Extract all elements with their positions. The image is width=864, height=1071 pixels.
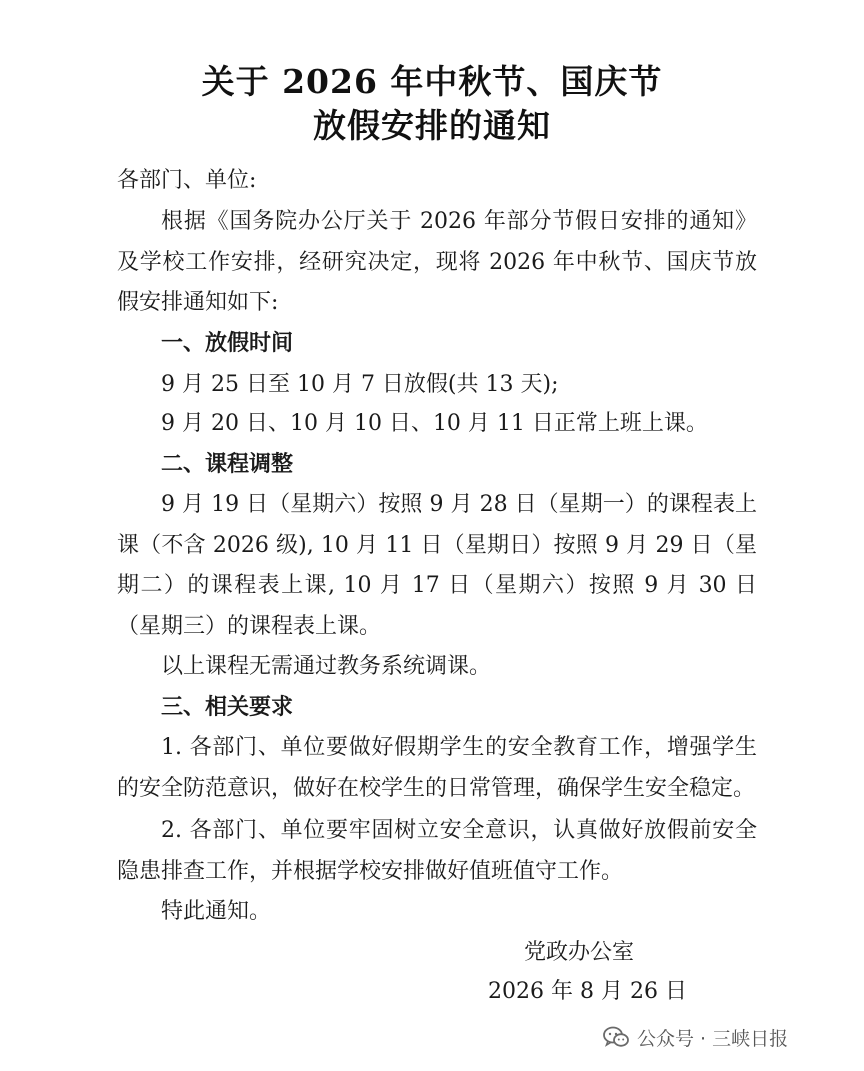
holiday-period-line: 9 月 25 日至 10 月 7 日放假(共 13 天); [161,372,559,397]
title-line-1: 关于 2026 年中秋节、国庆节 [201,62,663,101]
closing-line: 特此通知。 [161,899,272,924]
title-line-2: 放假安排的通知 [313,106,551,145]
intro-paragraph: 根据《国务院办公厅关于 2026 年部分节假日安排的通知》及学校工作安排，经研究决定，现将 2026 年中秋节、国庆节放假安排通知如下: [117,209,757,315]
section3-heading: 三、相关要求 [161,695,294,720]
section1-heading: 一、放假时间 [161,331,294,356]
section2-heading: 二、课程调整 [161,452,294,477]
watermark [603,1024,788,1050]
signature-date: 2026 年 8 月 26 日 [488,979,687,1004]
schedule-note: 以上课程无需通过教务系统调课。 [161,654,492,679]
requirement-item-2: 2. 各部门、单位要牢固树立安全意识，认真做好放假前安全隐患排查工作，并根据学校安排做好值班值守工作。 [117,818,757,884]
salutation: 各部门、单位: [117,168,257,193]
wechat-icon [603,1026,629,1048]
schedule-adjust-paragraph: 9 月 19 日（星期六）按照 9 月 28 日（星期一）的课程表上课（不含 2026 级), 10 月 11 日（星期日）按照 9 月 29 日（星期二）的课程表上课, 10 月 17 日（星期六）按照 9 月 30 日（星期三）的课程表上课。 [117,492,757,639]
workday-line: 9 月 20 日、10 月 10 日、10 月 11 日正常上班上课。 [161,411,708,436]
watermark-text: 公众号 · 三峡日报 [637,1027,789,1050]
signature-org: 党政办公室 [524,940,635,965]
requirement-item-1: 1. 各部门、单位要做好假期学生的安全教育工作，增强学生的安全防范意识，做好在校学生的日常管理，确保学生安全稳定。 [117,735,757,801]
